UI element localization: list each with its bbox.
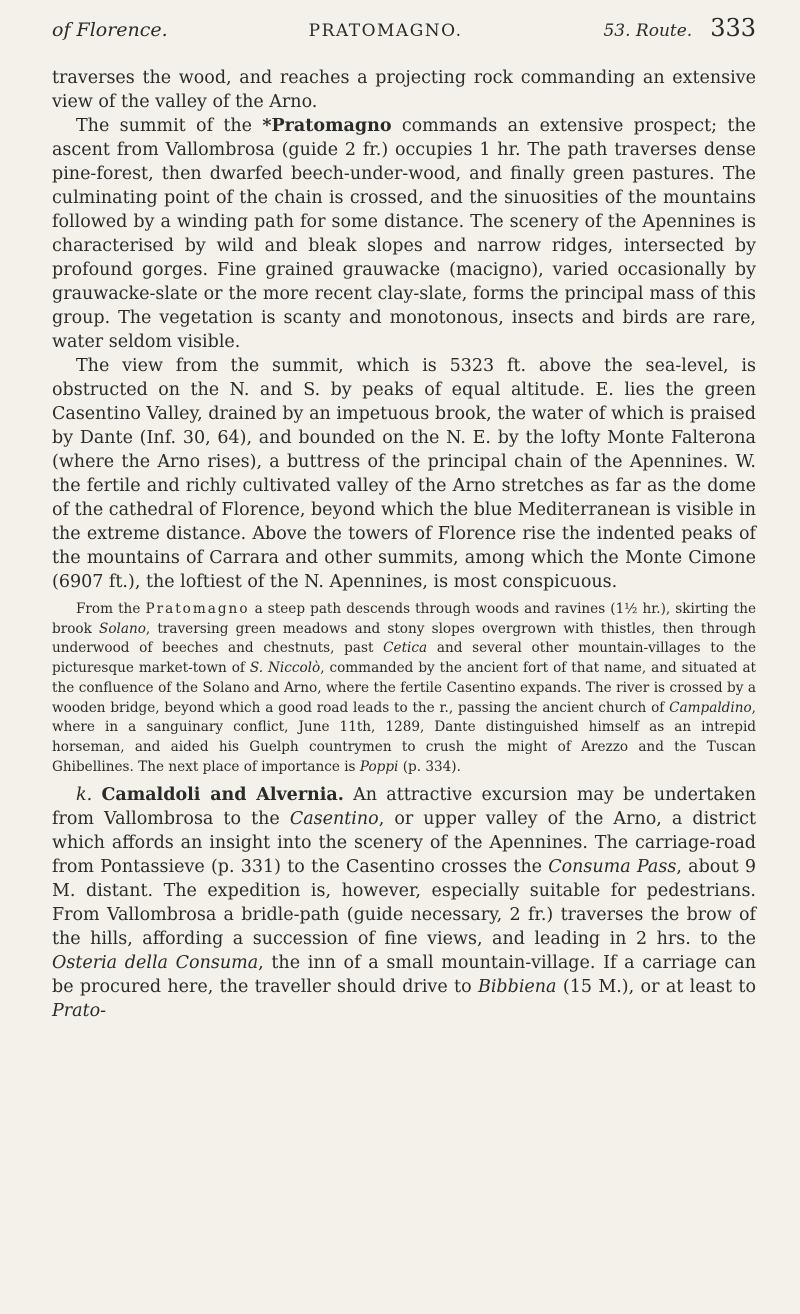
p3-s11: , where in a sanguinary conflict, June 11th, 1289, Dante distinguished himself as an intrepid horseman, and aided his Guelph countrymen to crush the might of Arezzo and the Tuscan Ghibellines. The next place of importance is bbox=[52, 699, 756, 775]
paragraph-3 bbox=[52, 600, 756, 777]
p4-s2: Casentino bbox=[289, 809, 379, 830]
header-title: PRATOMAGNO. bbox=[308, 21, 463, 41]
p4-label: k. bbox=[76, 785, 93, 806]
p4-s10: Prato- bbox=[52, 1001, 107, 1022]
p3-s6: Cetica bbox=[383, 640, 428, 657]
paragraph-2: The view from the summit, which is 5323 ft. above the sea-level, is obstructed on the N. and S. by peaks of equal altitude. E. lies the green Casentino Valley, drained by an impetuous brook, the water of which is praised by Dante (Inf. 30, 64), and bounded on the N. E. by the lofty Monte Falterona (where the Arno rises), a buttress of the principal chain of the Apennines. W. the fertile and richly cultivated valley of the Arno stretches as far as the dome of the cathedral of Florence, beyond which the blue Mediterranean is visible in the extreme distance. Above the towers of Florence rise the indented peaks of the mountains of Carrara and other summits, among which the Monte Cimone (6907 ft.), the loftiest of the N. Apennines, is most conspicuous. bbox=[52, 356, 756, 592]
p3-s10: Campaldino bbox=[669, 699, 752, 716]
p1-text: commands an extensive prospect; the ascent from Vallombrosa (guide 2 fr.) occupies 1 hr. The path traverses dense pine-forest, then dwarfed beech-under-wood, and finally green pastures. The culminating point of the chain is crossed, and the sinuosities of the mountains followed by a winding path for some distance. The scenery of the Apennines is characterised by wild and bleak slopes and narrow ridges, intersected by profound gorges. Fine grained grauwacke (macigno), varied occasionally by grauwacke-slate or the more recent clay-slate, forms the principal mass of this group. The vegetation is scanty and monotonous, insects and birds are rare, water seldom visible. bbox=[52, 116, 757, 352]
paragraph-4 bbox=[52, 783, 756, 1023]
p1-heading: *Pratomagno bbox=[262, 116, 392, 136]
p4-heading: Camaldoli and Alvernia. bbox=[101, 785, 344, 806]
p3-s8: S. Niccolò bbox=[249, 660, 321, 677]
p4-s3: , or upper valley of the Arno, a district which affords an insight into the scenery of the Apennines. The carriage-road from Pontassieve (p. 331) to the Casentino crosses the bbox=[52, 809, 756, 878]
running-header bbox=[52, 14, 756, 44]
p3-s5: , traversing green meadows and stony slopes overgrown with thistles, then through underwood of beeches and chestnuts, past bbox=[52, 620, 756, 657]
paragraph-0: traverses the wood, and reaches a projecting rock commanding an extensive view of the valley of the Arno. bbox=[52, 68, 756, 112]
p4-s8: Bibbiena bbox=[477, 977, 557, 998]
p4-s6: Osteria della Consuma bbox=[52, 953, 259, 974]
p3-s4: Solano bbox=[99, 620, 146, 637]
p3-s13: (p. 334). bbox=[398, 758, 461, 775]
p1-pre: The summit of the bbox=[76, 116, 263, 136]
p3-s3: a steep path descends through woods and ravines (1½ hr.), skirting the brook bbox=[52, 601, 756, 637]
page-number: 333 bbox=[710, 14, 756, 42]
header-right bbox=[603, 14, 756, 42]
p3-s1: From the bbox=[76, 601, 146, 617]
p4-s1: An attractive excursion may be undertaken from Vallombrosa to the bbox=[52, 785, 756, 830]
body-text bbox=[52, 66, 756, 1023]
p3-s9: , commanded by the ancient fort of that name, and situated at the confluence of the Solano and Arno, where the fertile Casentino expands. The river is crossed by a wooden bridge, beyond which a good road leads to the r., passing the ancient church of bbox=[52, 660, 757, 716]
p3-s2: Pratomagno bbox=[145, 601, 250, 617]
p3-s7: and several other mountain-villages to the picturesque market-town of bbox=[52, 640, 756, 677]
p3-s12: Poppi bbox=[359, 758, 399, 775]
p4-s9: (15 M.), or at least to bbox=[556, 977, 756, 998]
header-route: 53. Route. bbox=[603, 21, 693, 41]
p4-s7: , the inn of a small mountain-village. If a carriage can be procured here, the traveller should drive to bbox=[52, 953, 756, 998]
p4-s4: Consuma Pass bbox=[548, 857, 677, 878]
paragraph-1 bbox=[52, 114, 756, 354]
header-left: of Florence. bbox=[52, 19, 168, 41]
p4-s5: , about 9 M. distant. The expedition is, however, especially suitable for pedestrians. From Vallombrosa a bridle-path (guide necessary, 2 fr.) traverses the brow of the hills, affording a succession of fine views, and leading in 2 hrs. to the bbox=[52, 857, 756, 950]
